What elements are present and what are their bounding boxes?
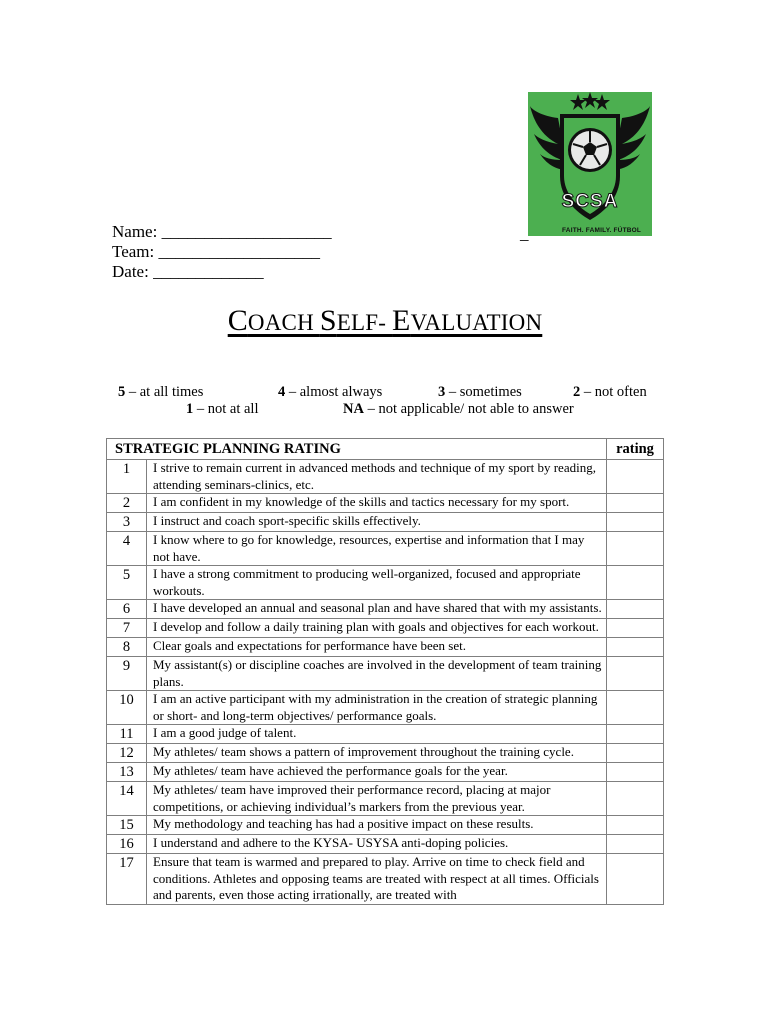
rating-cell[interactable] — [607, 494, 664, 513]
row-statement: I strive to remain current in advanced methods and technique of my sport by reading, attending seminars-clinics, etc. — [147, 460, 607, 494]
rating-cell[interactable] — [607, 835, 664, 854]
rating-cell[interactable] — [607, 638, 664, 657]
legend-5: 5 – at all times — [118, 384, 204, 400]
table-row — [107, 763, 664, 782]
row-statement: My methodology and teaching has had a positive impact on these results. — [147, 816, 607, 835]
row-statement: I understand and adhere to the KYSA- USYSA anti-doping policies. — [147, 835, 607, 854]
table-row — [107, 619, 664, 638]
club-logo — [528, 92, 652, 236]
row-statement: My assistant(s) or discipline coaches are involved in the development of team training plans. — [147, 657, 607, 691]
table-row — [107, 782, 664, 816]
row-statement: I instruct and coach sport-specific skills effectively. — [147, 513, 607, 532]
row-number: 14 — [107, 782, 147, 816]
table-row — [107, 657, 664, 691]
rating-header: rating — [607, 439, 664, 460]
rating-cell[interactable] — [607, 513, 664, 532]
row-number: 15 — [107, 816, 147, 835]
legend-1: 1 – not at all — [186, 401, 259, 417]
rating-cell[interactable] — [607, 744, 664, 763]
logo-motto: FAITH. FAMILY. FÚTBOL — [562, 227, 642, 234]
row-statement: My athletes/ team have achieved the performance goals for the year. — [147, 763, 607, 782]
table-row — [107, 744, 664, 763]
row-number: 4 — [107, 532, 147, 566]
legend-2: 2 – not often — [573, 384, 647, 400]
row-number: 10 — [107, 691, 147, 725]
rating-cell[interactable] — [607, 566, 664, 600]
row-statement: Ensure that team is warmed and prepared to play. Arrive on time to check field and conditions. Athletes and opposing teams are treated with respect at all times. Officials and parents, even those acting irrationally, are treated with — [147, 854, 607, 905]
rating-cell[interactable] — [607, 600, 664, 619]
row-number: 8 — [107, 638, 147, 657]
row-number: 5 — [107, 566, 147, 600]
rating-cell[interactable] — [607, 763, 664, 782]
table-row — [107, 460, 664, 494]
row-number: 3 — [107, 513, 147, 532]
table-row — [107, 600, 664, 619]
rating-cell[interactable] — [607, 816, 664, 835]
rating-cell[interactable] — [607, 854, 664, 905]
row-statement: My athletes/ team shows a pattern of improvement throughout the training cycle. — [147, 744, 607, 763]
row-statement: Clear goals and expectations for performance have been set. — [147, 638, 607, 657]
row-number: 11 — [107, 725, 147, 744]
row-number: 6 — [107, 600, 147, 619]
table-row — [107, 638, 664, 657]
rating-cell[interactable] — [607, 460, 664, 494]
row-number: 13 — [107, 763, 147, 782]
row-statement: I have a strong commitment to producing well-organized, focused and appropriate workouts. — [147, 566, 607, 600]
date-field[interactable]: Date: _____________ — [112, 262, 264, 281]
logo-emblem-icon — [528, 92, 652, 236]
section-title: STRATEGIC PLANNING RATING — [107, 439, 607, 460]
row-number: 2 — [107, 494, 147, 513]
legend-na: NA – not applicable/ not able to answer — [343, 401, 574, 417]
table-row — [107, 566, 664, 600]
table-row — [107, 494, 664, 513]
page-title: COACH SELF- EVALUATION — [227, 304, 543, 337]
table-row — [107, 513, 664, 532]
legend-3: 3 – sometimes — [438, 384, 522, 400]
rating-cell[interactable] — [607, 691, 664, 725]
name-field[interactable]: Name: ____________________ — [112, 222, 332, 241]
stray-mark: _ — [520, 224, 529, 243]
table-row — [107, 691, 664, 725]
row-number: 1 — [107, 460, 147, 494]
rating-cell[interactable] — [607, 532, 664, 566]
rating-cell[interactable] — [607, 782, 664, 816]
table-row — [107, 835, 664, 854]
row-statement: I have developed an annual and seasonal plan and have shared that with my assistants. — [147, 600, 607, 619]
evaluation-table — [106, 438, 664, 905]
legend-4: 4 – almost always — [278, 384, 383, 400]
row-statement: I know where to go for knowledge, resources, expertise and information that I may not have. — [147, 532, 607, 566]
row-number: 12 — [107, 744, 147, 763]
row-number: 17 — [107, 854, 147, 905]
table-row — [107, 532, 664, 566]
row-statement: I am confident in my knowledge of the skills and tactics necessary for my sport. — [147, 494, 607, 513]
rating-cell[interactable] — [607, 619, 664, 638]
table-row — [107, 725, 664, 744]
row-number: 16 — [107, 835, 147, 854]
row-number: 9 — [107, 657, 147, 691]
row-number: 7 — [107, 619, 147, 638]
table-row — [107, 816, 664, 835]
row-statement: I develop and follow a daily training plan with goals and objectives for each workout. — [147, 619, 607, 638]
team-field[interactable]: Team: ___________________ — [112, 242, 320, 261]
rating-cell[interactable] — [607, 657, 664, 691]
table-row — [107, 854, 664, 905]
row-statement: My athletes/ team have improved their performance record, placing at major competitions, or achieving individual’s markers from the previous year. — [147, 782, 607, 816]
row-statement: I am a good judge of talent. — [147, 725, 607, 744]
rating-cell[interactable] — [607, 725, 664, 744]
row-statement: I am an active participant with my administration in the creation of strategic planning or short- and long-term objectives/ performance goals. — [147, 691, 607, 725]
logo-text: SCSA — [561, 191, 619, 212]
